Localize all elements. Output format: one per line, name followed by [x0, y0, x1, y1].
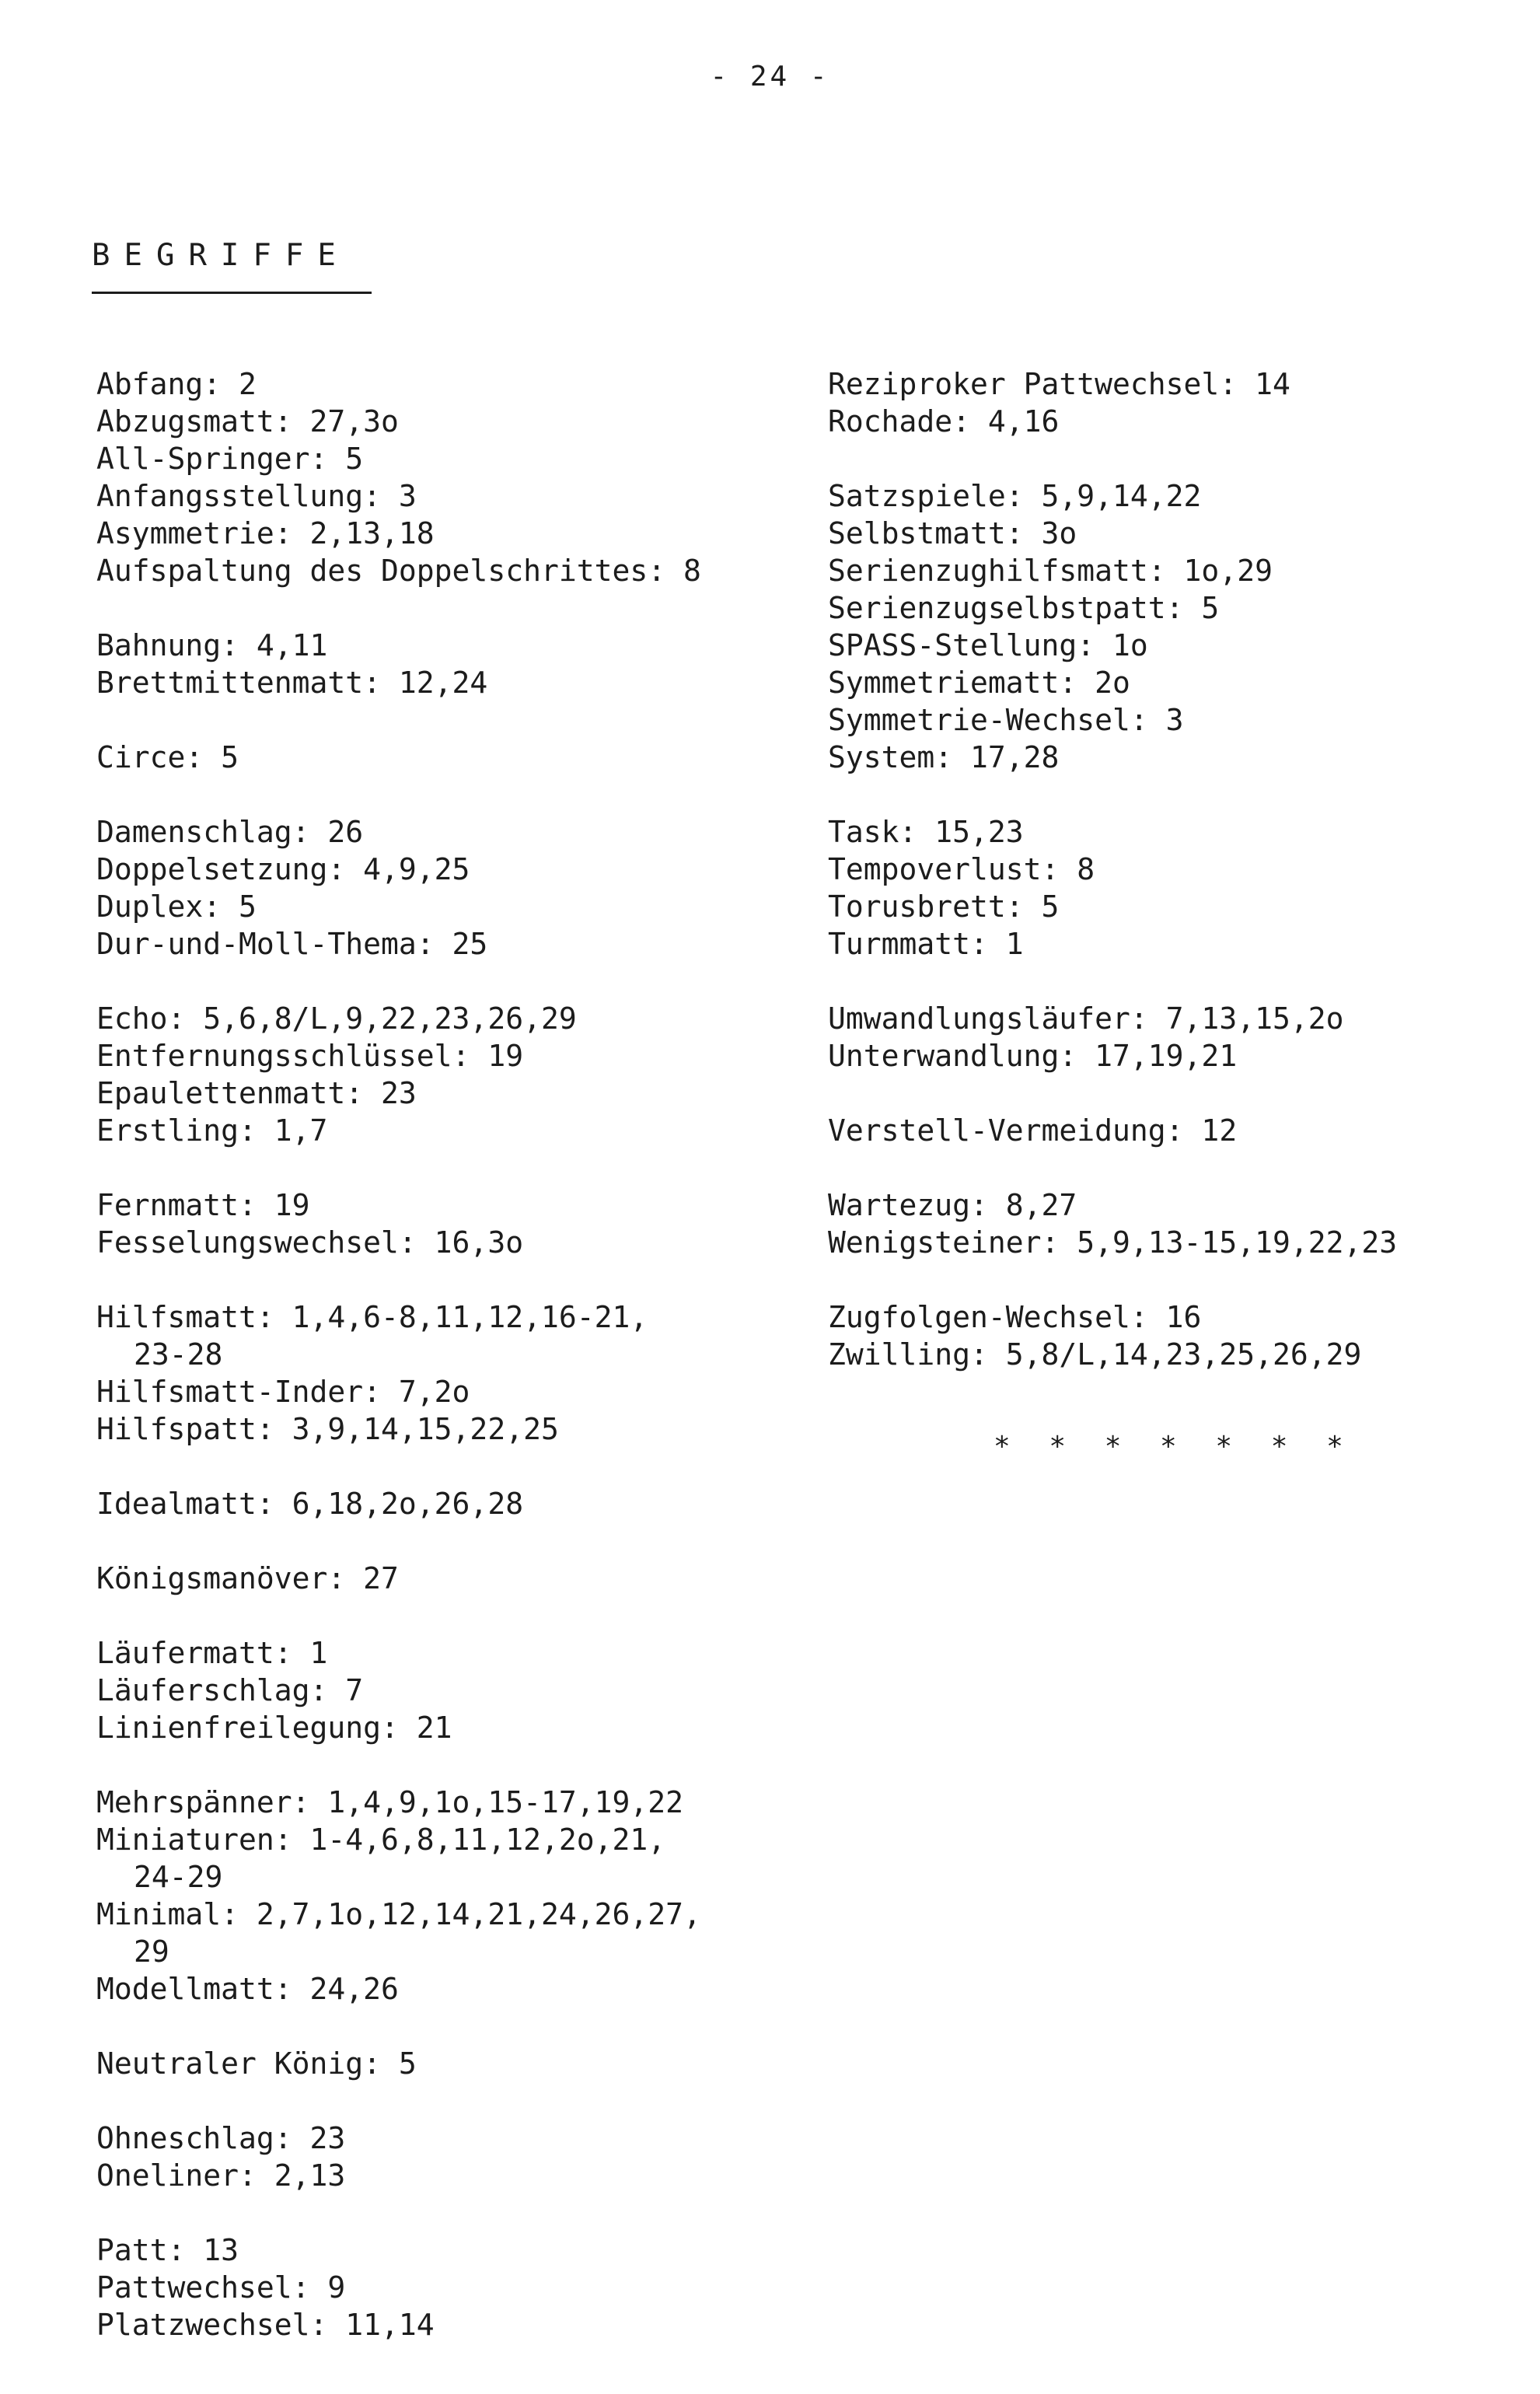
index-entry: Hilfspatt: 3,9,14,15,22,25 [96, 1412, 559, 1446]
index-entry: All-Springer: 5 [96, 442, 364, 476]
index-entry: Platzwechsel: 11,14 [96, 2308, 435, 2342]
index-entry: Ohneschlag: 23 [96, 2121, 346, 2155]
index-letter-group [96, 813, 796, 963]
index-entry: Verstell-Vermeidung: 12 [828, 1113, 1238, 1148]
index-letter-group [96, 627, 796, 701]
index-entry: Hilfsmatt: 1,4,6-8,11,12,16-21, [96, 1300, 648, 1334]
index-entry: Neutraler König: 5 [96, 2046, 417, 2081]
index-entry: Doppelsetzung: 4,9,25 [96, 852, 470, 886]
index-entry: Wartezug: 8,27 [828, 1188, 1077, 1222]
index-entry: SPASS-Stellung: 1o [828, 628, 1148, 662]
index-entry: Brettmittenmatt: 12,24 [96, 666, 488, 700]
index-letter-group [96, 1187, 796, 1261]
index-entry-continuation: 29 [134, 1934, 169, 1969]
index-entry: Reziproker Pattwechsel: 14 [828, 367, 1290, 401]
index-letter-group [828, 1187, 1512, 1261]
index-entry: Hilfsmatt-Inder: 7,2o [96, 1375, 470, 1409]
index-entry: Wenigsteiner: 5,9,13-15,19,22,23 [828, 1225, 1398, 1260]
index-entry: Zugfolgen-Wechsel: 16 [828, 1300, 1202, 1334]
index-entry: Aufspaltung des Doppelschrittes: 8 [96, 554, 701, 588]
index-entry: Erstling: 1,7 [96, 1113, 328, 1148]
index-entry: Echo: 5,6,8/L,9,22,23,26,29 [96, 1001, 577, 1036]
index-entry: Symmetriematt: 2o [828, 666, 1130, 700]
index-letter-group [96, 365, 796, 589]
index-entry: Idealmatt: 6,18,2o,26,28 [96, 1487, 524, 1521]
index-letter-group [96, 1485, 796, 1522]
index-letter-group [96, 1784, 796, 2008]
index-entry: Serienzugselbstpatt: 5 [828, 591, 1220, 625]
index-entry: Königsmanöver: 27 [96, 1561, 399, 1595]
index-entry: Abfang: 2 [96, 367, 257, 401]
index-letter-group [828, 1298, 1512, 1373]
index-entry: Mehrspänner: 1,4,9,1o,15-17,19,22 [96, 1785, 683, 1819]
index-letter-group [96, 2045, 796, 2082]
index-entry: Anfangsstellung: 3 [96, 479, 417, 513]
section-heading: BEGRIFFE [92, 238, 350, 273]
index-entry: Selbstmatt: 3o [828, 516, 1077, 550]
index-entry: System: 17,28 [828, 740, 1060, 774]
index-letter-group [96, 1298, 796, 1448]
index-entry: Turmmatt: 1 [828, 927, 1024, 961]
index-letter-group [96, 739, 796, 776]
index-letter-group [828, 1000, 1512, 1075]
index-entry: Läuferschlag: 7 [96, 1673, 364, 1707]
index-entry: Minimal: 2,7,1o,12,14,21,24,26,27, [96, 1897, 701, 1931]
index-entry: Epaulettenmatt: 23 [96, 1076, 417, 1110]
index-entry: Satzspiele: 5,9,14,22 [828, 479, 1202, 513]
index-column-left [96, 365, 796, 2381]
index-entry: Miniaturen: 1-4,6,8,11,12,2o,21, [96, 1823, 666, 1857]
index-letter-group [828, 365, 1512, 440]
index-entry: Symmetrie-Wechsel: 3 [828, 703, 1184, 737]
index-entry: Circe: 5 [96, 740, 239, 774]
index-letter-group [828, 813, 1512, 963]
index-letter-group [828, 1112, 1512, 1149]
index-letter-group [96, 1634, 796, 1746]
index-entry: Entfernungsschlüssel: 19 [96, 1039, 524, 1073]
end-of-index-mark: * * * * * * * [993, 1431, 1354, 1463]
index-entry: Bahnung: 4,11 [96, 628, 328, 662]
index-entry: Damenschlag: 26 [96, 815, 364, 849]
index-entry: Serienzughilfsmatt: 1o,29 [828, 554, 1273, 588]
index-entry: Modellmatt: 24,26 [96, 1972, 399, 2006]
index-entry: Torusbrett: 5 [828, 889, 1060, 924]
index-entry: Abzugsmatt: 27,3o [96, 404, 399, 439]
index-entry: Duplex: 5 [96, 889, 257, 924]
index-entry: Pattwechsel: 9 [96, 2270, 346, 2305]
index-entry: Dur-und-Moll-Thema: 25 [96, 927, 488, 961]
index-entry: Rochade: 4,16 [828, 404, 1060, 439]
index-entry: Unterwandlung: 17,19,21 [828, 1039, 1238, 1073]
index-entry: Fesselungswechsel: 16,3o [96, 1225, 524, 1260]
page-number: - 24 - [710, 61, 830, 93]
index-entry: Fernmatt: 19 [96, 1188, 310, 1222]
index-entry: Zwilling: 5,8/L,14,23,25,26,29 [828, 1337, 1362, 1372]
index-entry: Patt: 13 [96, 2233, 239, 2267]
index-letter-group [828, 477, 1512, 776]
index-entry-continuation: 23-28 [134, 1337, 223, 1372]
index-entry: Linienfreilegung: 21 [96, 1711, 452, 1745]
heading-underline [92, 292, 372, 294]
index-entry: Läufermatt: 1 [96, 1636, 328, 1670]
index-letter-group [96, 1560, 796, 1597]
index-entry: Oneliner: 2,13 [96, 2158, 346, 2193]
index-entry: Task: 15,23 [828, 815, 1024, 849]
index-entry: Asymmetrie: 2,13,18 [96, 516, 435, 550]
index-letter-group [96, 1000, 796, 1149]
index-entry: Umwandlungsläufer: 7,13,15,2o [828, 1001, 1344, 1036]
index-entry: Tempoverlust: 8 [828, 852, 1095, 886]
index-entry-continuation: 24-29 [134, 1860, 223, 1894]
index-letter-group [96, 2120, 796, 2194]
index-letter-group [96, 2231, 796, 2343]
index-column-right [828, 365, 1512, 1410]
